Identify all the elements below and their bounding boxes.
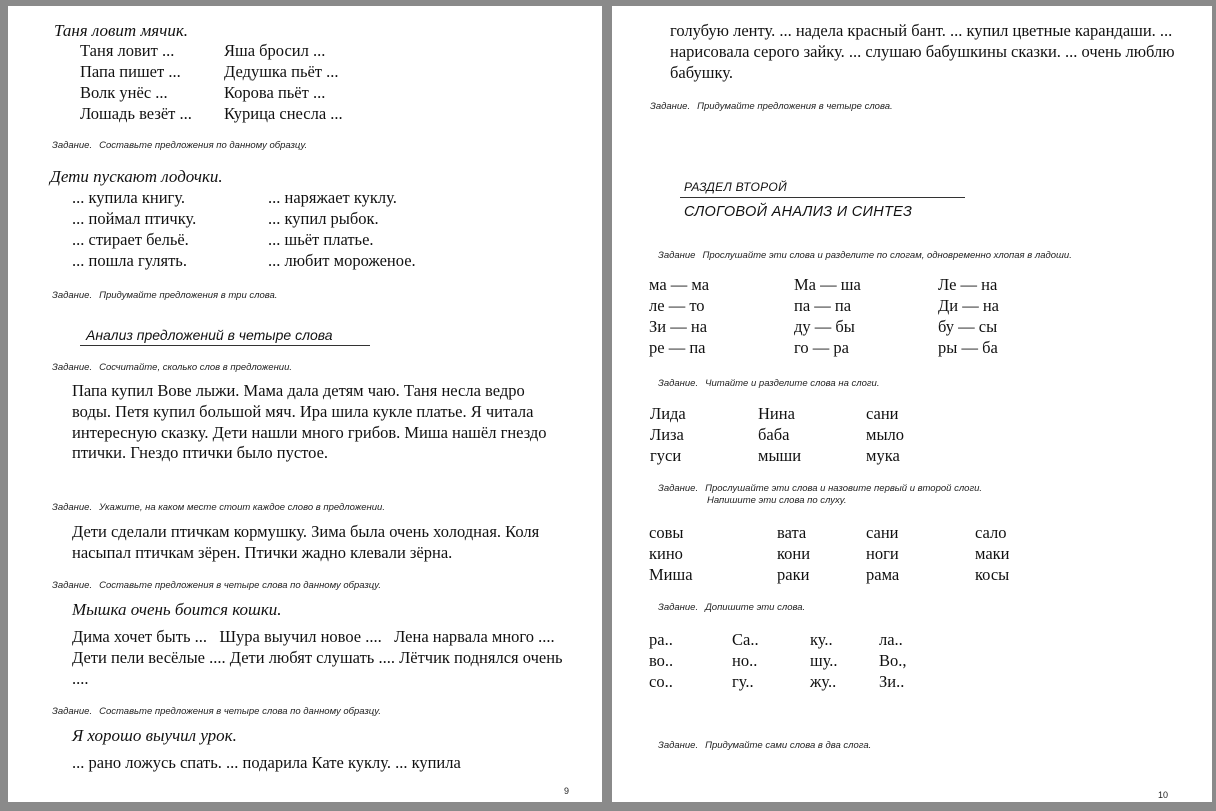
example-line: Таня ловит ... bbox=[80, 41, 175, 60]
word: гуси bbox=[650, 446, 682, 465]
syllable-pair: па — па bbox=[794, 296, 852, 315]
example-line: ... поймал птичку. bbox=[72, 209, 197, 228]
example-line: Папа пишет ... bbox=[80, 62, 181, 81]
syllable-pair: ду — бы bbox=[794, 317, 855, 336]
task-instruction: Задание. Придумайте предложения в четыре слова. bbox=[650, 101, 893, 112]
exercise-paragraph: Дети сделали птичкам кормушку. Зима была очень холодная. Коля насыпал птичкам зёрен. Птички жадно клевали зёрна. bbox=[72, 522, 540, 562]
example-line: ... рано ложусь спать. ... подарила Кате куклу. ... купила bbox=[72, 753, 461, 772]
word-fragment: со.. bbox=[649, 672, 673, 691]
task-instruction: Задание Прослушайте эти слова и разделите по слогам, одновременно хлопая в ладоши. bbox=[658, 250, 1072, 261]
word: кони bbox=[777, 544, 811, 563]
word-fragment: Са.. bbox=[732, 630, 759, 649]
word: мука bbox=[866, 446, 900, 465]
exercise-title: Таня ловит мячик. bbox=[54, 21, 189, 40]
word-fragment: ла.. bbox=[879, 630, 903, 649]
page-number: 9 bbox=[564, 786, 570, 796]
task-instruction: Задание. Составьте предложения в четыре слова по данному образцу. bbox=[52, 580, 382, 591]
example-line: ... любит мороженое. bbox=[268, 251, 416, 270]
exercise-paragraph: Дима хочет быть ... Шура выучил новое .... Лена нарвала много .... Дети пели весёлые .... Дети любят слушать .... Лётчик поднялся очень .... bbox=[72, 627, 568, 688]
right-page bbox=[612, 6, 1212, 802]
task-instruction: Задание. Придумайте сами слова в два слога. bbox=[658, 740, 872, 751]
word-fragment: ра.. bbox=[649, 630, 673, 649]
section-rule bbox=[680, 197, 965, 198]
example-line: Яша бросил ... bbox=[224, 41, 326, 60]
word: рама bbox=[866, 565, 900, 584]
task-instruction: Задание. Прослушайте эти слова и назовите первый и второй слоги. bbox=[658, 483, 983, 494]
syllable-pair: Зи — на bbox=[649, 317, 708, 336]
word: маки bbox=[975, 544, 1010, 563]
word: Лиза bbox=[650, 425, 684, 444]
word-fragment: но.. bbox=[732, 651, 758, 670]
syllable-pair: Ле — на bbox=[938, 275, 998, 294]
syllable-pair: ре — па bbox=[649, 338, 706, 357]
section-heading: Анализ предложений в четыре слова bbox=[86, 327, 333, 343]
task-instruction: Задание. Составьте предложения в четыре слова по данному образцу. bbox=[52, 706, 382, 717]
word: совы bbox=[649, 523, 684, 542]
syllable-pair: ле — то bbox=[649, 296, 705, 315]
task-instruction: Задание. Сосчитайте, сколько слов в предложении. bbox=[52, 362, 293, 373]
example-line: ... купила книгу. bbox=[72, 188, 186, 207]
section-title: СЛОГОВОЙ АНАЛИЗ И СИНТЕЗ bbox=[684, 204, 913, 220]
task-instruction: Задание. Читайте и разделите слова на слоги. bbox=[658, 378, 880, 389]
heading-underline bbox=[80, 345, 370, 346]
word-fragment: ку.. bbox=[810, 630, 833, 649]
syllable-pair: ма — ма bbox=[649, 275, 710, 294]
example-line: Корова пьёт ... bbox=[224, 83, 326, 102]
word-fragment: во.. bbox=[649, 651, 674, 670]
word: баба bbox=[758, 425, 790, 444]
exercise-title: Дети пускают лодочки. bbox=[50, 167, 223, 186]
task-instruction: Задание. Придумайте предложения в три слова. bbox=[52, 290, 278, 301]
word: раки bbox=[777, 565, 810, 584]
section-label: РАЗДЕЛ ВТОРОЙ bbox=[684, 180, 787, 194]
task-instruction: Задание. Укажите, на каком месте стоит каждое слово в предложении. bbox=[52, 502, 385, 513]
example-line: Лошадь везёт ... bbox=[80, 104, 192, 123]
syllable-pair: Ма — ша bbox=[794, 275, 861, 294]
example-line: ... купил рыбок. bbox=[268, 209, 379, 228]
word: Миша bbox=[649, 565, 693, 584]
syllable-pair: го — ра bbox=[794, 338, 849, 357]
left-page bbox=[8, 6, 602, 802]
exercise-paragraph: голубую ленту. ... надела красный бант. ... купил цветные карандаши. ... нарисовала серого зайку. ... слушаю бабушкины сказки. ... очень люблю бабушку. bbox=[670, 21, 1175, 82]
example-line: Курица снесла ... bbox=[224, 104, 343, 123]
word: сани bbox=[866, 523, 899, 542]
exercise-title: Мышка очень боится кошки. bbox=[72, 600, 282, 619]
word: мыло bbox=[866, 425, 905, 444]
task-instruction: Задание. Составьте предложения по данному образцу. bbox=[52, 140, 308, 151]
word-fragment: Зи.. bbox=[879, 672, 905, 691]
word: косы bbox=[975, 565, 1010, 584]
word: сани bbox=[866, 404, 899, 423]
example-line: ... пошла гулять. bbox=[72, 251, 187, 270]
example-line: Волк унёс ... bbox=[80, 83, 168, 102]
syllable-pair: ры — ба bbox=[938, 338, 998, 357]
example-line: ... стирает бельё. bbox=[72, 230, 189, 249]
example-line: ... наряжает куклу. bbox=[268, 188, 397, 207]
example-line: Дедушка пьёт ... bbox=[224, 62, 339, 81]
word-fragment: Во., bbox=[879, 651, 907, 670]
word-fragment: жу.. bbox=[810, 672, 837, 691]
word: Лида bbox=[650, 404, 686, 423]
exercise-paragraph: Папа купил Вове лыжи. Мама дала детям чаю. Таня несла ведро воды. Петя купил большой мяч. Ира шила кукле платье. Я читала интересную сказку. Дети нашли много грибов. Миша нашёл гнездо птички. Гнездо птички было пустое. bbox=[72, 381, 547, 463]
task-instruction: Задание. Допишите эти слова. bbox=[658, 602, 806, 613]
task-instruction-line2: Напишите эти слова по слуху. bbox=[707, 495, 847, 506]
word: сало bbox=[975, 523, 1007, 542]
word-fragment: шу.. bbox=[810, 651, 838, 670]
page-number: 10 bbox=[1158, 790, 1169, 800]
word: ноги bbox=[866, 544, 899, 563]
exercise-title: Я хорошо выучил урок. bbox=[72, 726, 237, 745]
word: Нина bbox=[758, 404, 795, 423]
syllable-pair: Ди — на bbox=[938, 296, 999, 315]
word: мыши bbox=[758, 446, 802, 465]
word: кино bbox=[649, 544, 683, 563]
syllable-pair: бу — сы bbox=[938, 317, 998, 336]
word: вата bbox=[777, 523, 807, 542]
word-fragment: гу.. bbox=[732, 672, 754, 691]
example-line: ... шьёт платье. bbox=[268, 230, 374, 249]
